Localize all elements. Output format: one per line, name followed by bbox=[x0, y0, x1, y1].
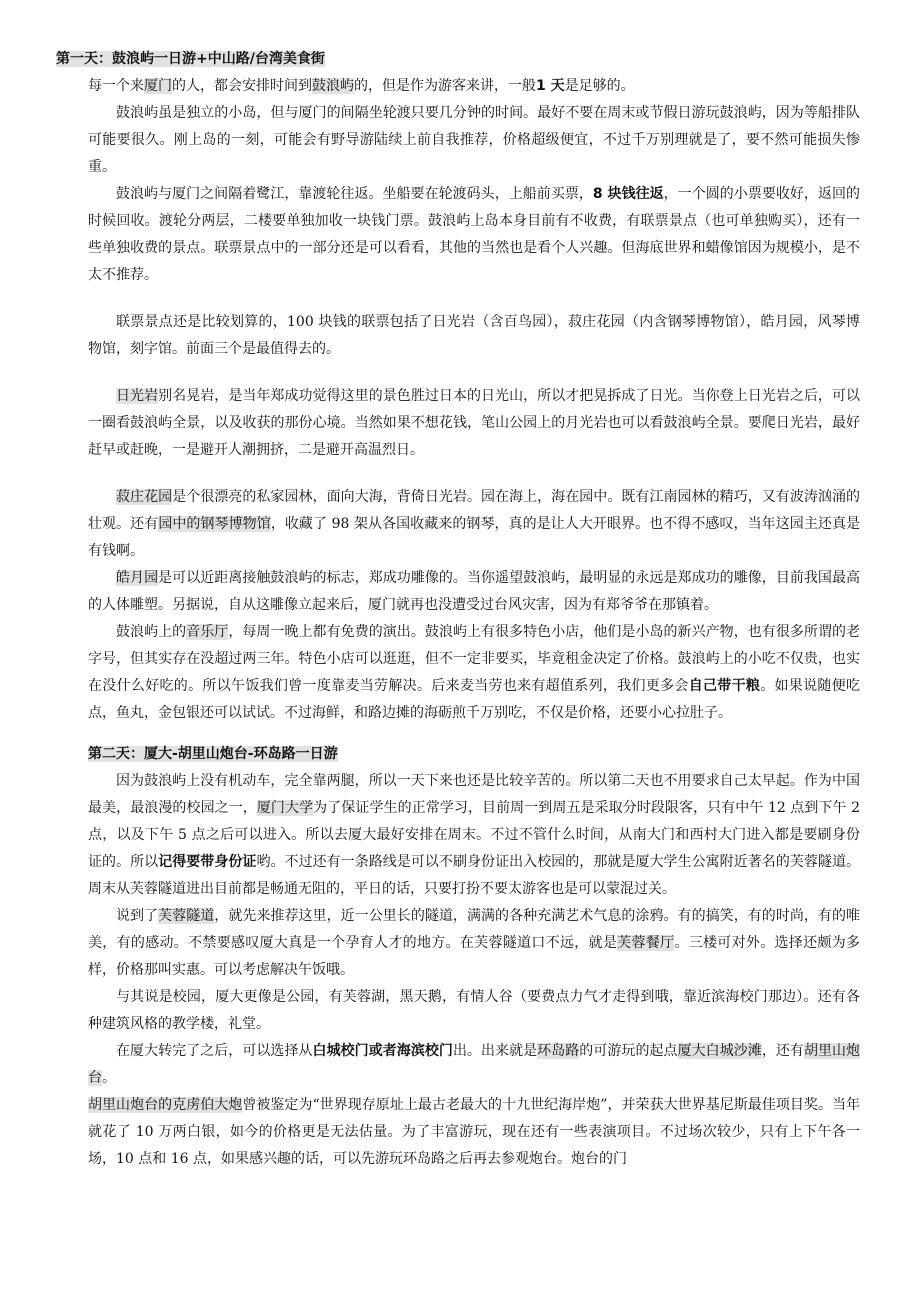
highlight-gulangyu: 鼓浪屿 bbox=[312, 78, 354, 94]
day1-paragraph-1: 每一个来厦门的人，都会安排时间到鼓浪屿的，但是作为游客来讲，一般1 天是足够的。 bbox=[88, 78, 635, 94]
spacer bbox=[88, 289, 860, 309]
day1-paragraph-2: 鼓浪屿虽是独立的小岛，但与厦门的间隔坐轮渡只要几分钟的时间。最好不要在周末或节假日游玩鼓浪屿，因为等船排队可能要很久。刚上岛的一刻，可能会有野导游陆续上前自我推荐，价格超级便宜，不过千万别理就是了，要不然可能损失惨重。 bbox=[88, 105, 860, 175]
day1-paragraph-6: 菽庄花园是个很漂亮的私家园林，面向大海，背倚日光岩。园在海上，海在园中。既有江南园林的精巧，又有波涛汹涌的壮观。还有园中的钢琴博物馆，收藏了 98 架从各国收藏来的钢琴，真的是让人大开眼界。也不得不感叹，当年这园主还真是有钱啊。 bbox=[88, 489, 861, 559]
highlight-concert-hall: 音乐厅 bbox=[186, 624, 229, 640]
highlight-shuzhuang-garden: 菽庄花园 bbox=[116, 489, 173, 505]
day2-paragraph-4: 在厦大转完了之后，可以选择从白城校门或者海滨校门出。出来就是环岛路的可游玩的起点厦大白城沙滩，还有胡里山炮台。 bbox=[88, 1043, 861, 1086]
highlight-furong-tunnel: 芙蓉隧道 bbox=[158, 908, 215, 924]
day1-paragraph-5: 日光岩别名晃岩，是当年郑成功觉得这里的景色胜过日本的日光山，所以才把晃拆成了日光。当你登上日光岩之后，可以一圈看鼓浪屿全景，以及收获的那份心境。当然如果不想花钱，笔山公园上的月光岩也可以看鼓浪屿全景。要爬日光岩，最好赶早或赶晚，一是避开人潮拥挤，二是避开高温烈日。 bbox=[88, 388, 861, 458]
day2-paragraph-5: 胡里山炮台的克虏伯大炮曾被鉴定为“世界现存原址上最古老最大的十九世纪海岸炮”，并荣获大世界基尼斯最佳项目奖。当年就花了 10 万两白银，如今的价格更是无法估量。为了丰富游玩，现在还有一些表演项目。不过场次较少，只有上下午各一场，10 点和 16 点，如果感兴趣的话，可以先游玩环岛路之后再去参观炮台。炮台的门 bbox=[88, 1097, 861, 1167]
day2-paragraph-2: 说到了芙蓉隧道，就先来推荐这里，近一公里长的隧道，满满的各种充满艺术气息的涂鸦。有的搞笑，有的时尚，有的唯美，有的感动。不禁要感叹厦大真是一个孕育人才的地方。在芙蓉隧道口不远，就是芙蓉餐厅。三楼可对外。选择还颇为多样，价格那叫实惠。可以考虑解决午饭哦。 bbox=[88, 908, 861, 978]
bold-bring-id: 记得要带身份证 bbox=[158, 854, 257, 870]
day2-paragraph-1: 因为鼓浪屿上没有机动车，完全靠两腿，所以一天下来也还是比较辛苦的。所以第二天也不用要求自己太早起。作为中国最美，最浪漫的校园之一，厦门大学为了保证学生的正常学习，目前周一到周五是采取分时段限客，只有中午 12 点到下午 2 点，以及下午 5 点之后可以进入。所以去厦大最好安排在周末。不过不管什么时间，从南大门和西村大门进入都是要刷身份证的。所以记得要带身份证哟。不过还有一条路线是可以不刷身份证出入校园的，那就是厦大学生公寓附近著名的芙蓉隧道。周末从芙蓉隧道进出目前都是畅通无阻的，平日的话，只要打扮不要太游客也是可以蒙混过关。 bbox=[88, 773, 861, 897]
bold-ferry-price: 8 块钱往返 bbox=[592, 186, 664, 202]
day1-paragraph-8: 鼓浪屿上的音乐厅，每周一晚上都有免费的演出。鼓浪屿上有很多特色小店，他们是小岛的新兴产物，也有很多所谓的老字号，但其实存在没超过两三年。特色小店可以逛逛，但不一定非要买，毕竟租金决定了价格。鼓浪屿上的小吃不仅贵，也实在没什么好吃的。所以午饭我们曾一度靠麦当劳解决。后来麦当劳也来有超值系列，我们更多会自己带干粮。如果说随便吃点，鱼丸，金包银还可以试试。不过海鲜，和路边摊的海砺煎千万别吃，不仅是价格，还要小心拉肚子。 bbox=[88, 624, 861, 721]
highlight-hulishan-fort: 胡里山炮台 bbox=[88, 1043, 861, 1086]
bold-bring-food: 自己带干粮 bbox=[688, 678, 761, 694]
document-body bbox=[56, 46, 861, 1173]
highlight-xiamen: 厦门 bbox=[144, 78, 172, 94]
highlight-furong-restaurant: 芙蓉餐厅 bbox=[617, 935, 675, 951]
day1-heading bbox=[56, 46, 860, 73]
highlight-ring-road: 环岛路 bbox=[537, 1043, 580, 1059]
day1-heading-text: 第一天：鼓浪屿一日游+中山路/台湾美食街 bbox=[56, 51, 325, 67]
highlight-krupp-cannon: 胡里山炮台的克虏伯大炮 bbox=[88, 1097, 243, 1113]
day2-heading-text: 第二天：厦大-胡里山炮台-环岛路一日游 bbox=[88, 746, 338, 762]
day1-paragraph-4: 联票景点还是比较划算的，100 块钱的联票包括了日光岩（含百鸟园），菽庄花园（内含钢琴博物馆），皓月园，风琴博物馆，刻字馆。前面三个是最值得去的。 bbox=[88, 314, 860, 357]
day1-paragraph-7: 皓月园是可以近距离接触鼓浪屿的标志，郑成功雕像的。当你遥望鼓浪屿，最明显的永远是郑成功的雕像，目前我国最高的人体雕塑。另据说，自从这雕像立起来后，厦门就再也没遭受过台风灾害，因为有郑爷爷在那镇着。 bbox=[88, 570, 861, 613]
spacer bbox=[88, 464, 860, 484]
spacer bbox=[88, 363, 860, 383]
bold-one-day: 1 天 bbox=[536, 78, 565, 94]
highlight-haoyue-park: 皓月园 bbox=[116, 570, 159, 586]
highlight-riguangyan: 日光岩 bbox=[116, 388, 159, 404]
day2-paragraph-3: 与其说是校园，厦大更像是公园，有芙蓉湖，黑天鹅，有情人谷（要费点力气才走得到哦，靠近滨海校门那边）。还有各种建筑风格的教学楼，礼堂。 bbox=[88, 989, 860, 1032]
day2-heading bbox=[88, 741, 860, 768]
highlight-xiamen-university: 厦门大学 bbox=[256, 800, 314, 816]
highlight-piano-museum: 园中的钢琴博物馆 bbox=[158, 516, 271, 532]
bold-campus-gates: 白城校门或者海滨校门 bbox=[312, 1043, 453, 1059]
highlight-baicheng-beach: 厦大白城沙滩 bbox=[677, 1043, 762, 1059]
day1-paragraph-3: 鼓浪屿与厦门之间隔着鹭江，靠渡轮往返。坐船要在轮渡码头，上船前买票，8 块钱往返，一个圆的小票要收好，返回的时候回收。渡轮分两层，二楼要单独加收一块钱门票。鼓浪屿上岛本身目前有不收费，有联票景点（也可单独购买），还有一些单独收费的景点。联票景点中的一部分还是可以看看，其他的当然也是看个人兴趣。但海底世界和蜡像馆因为规模小，是不太不推荐。 bbox=[88, 186, 860, 283]
